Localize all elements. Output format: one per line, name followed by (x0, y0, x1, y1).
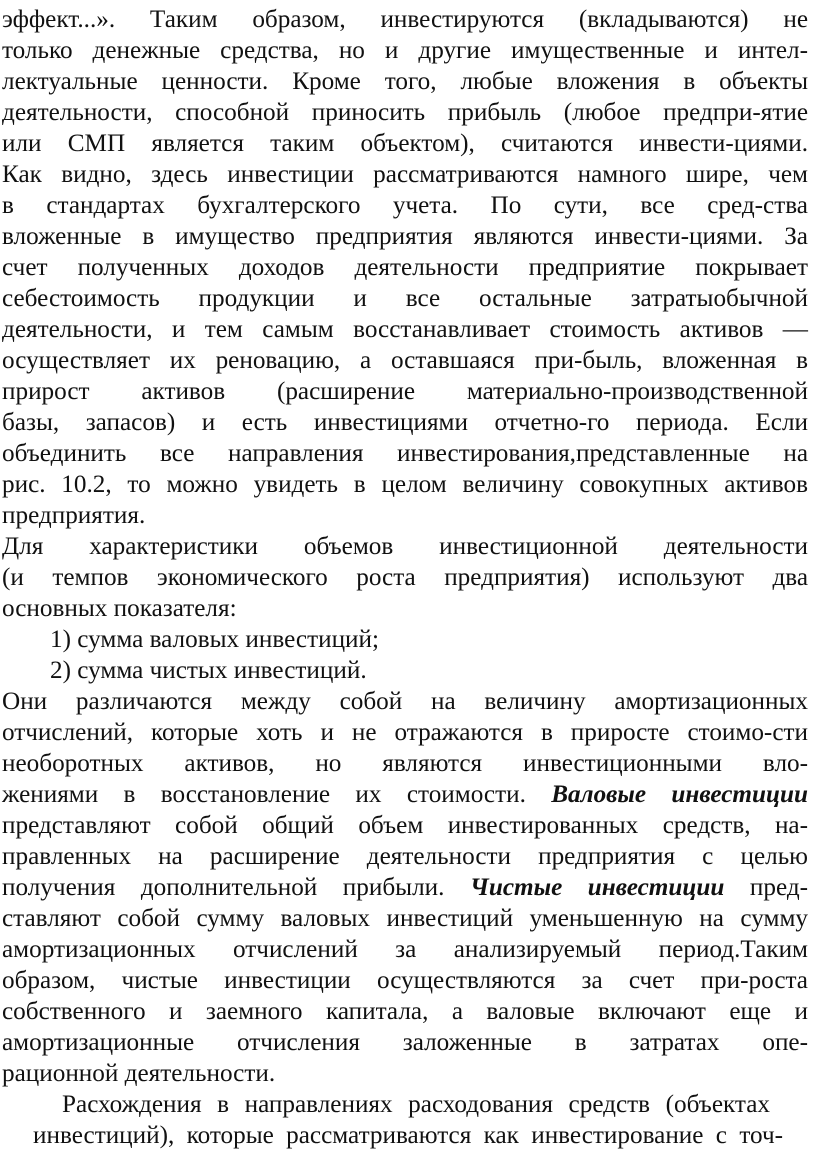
text-line: ставляют собой сумму валовых инвестиций уменьшенную на сумму (2, 905, 808, 932)
text-line: инвестиций), которые рассматриваются как инвестирование с точ- (33, 1122, 783, 1149)
list-item: 2) сумма чистых инвестиций. (50, 657, 367, 684)
text-line: Как видно, здесь инвестиции рассматриваются намного шире, чем (2, 161, 808, 188)
text-line: или СМП является таким объектом), считаются инвести-циями. (2, 130, 808, 157)
text-line: осуществляет их реновацию, а оставшаяся при-быль, вложенная в (2, 347, 808, 374)
text-line: базы, запасов) и есть инвестициями отчетно-го периода. Если (2, 409, 808, 436)
text-line: в стандартах бухгалтерского учета. По сути, все сред-ства (2, 192, 808, 219)
text-line: только денежные средства, но и другие имущественные и интел- (2, 37, 808, 64)
text-line: Расхождения в направлениях расходования средств (объектах (62, 1091, 770, 1118)
text-line: амортизационные отчисления заложенные в затратах опе- (2, 1029, 808, 1056)
term-net-investment: Чистые инвестиции (469, 874, 725, 901)
text-line: лектуальные ценности. Кроме того, любые вложения в объекты (2, 68, 808, 95)
text-line: представляют собой общий объем инвестированных средств, на- (2, 812, 808, 839)
text-line (2, 872, 808, 903)
text-line: деятельности, способной приносить прибыль (любое предпри-ятие (2, 99, 808, 126)
text-line: предприятия. (2, 502, 146, 529)
text-line: прирост активов (расширение материально-производственной (2, 378, 808, 405)
text-line: основных показателя: (2, 595, 237, 622)
text-line: Для характеристики объемов инвестиционной деятельности (2, 533, 808, 560)
text-line: отчислений, которые хоть и не отражаются в приросте стоимо-сти (2, 719, 808, 746)
text-line: рис. 10.2, то можно увидеть в целом величину совокупных активов (2, 471, 808, 498)
text-line (2, 779, 808, 810)
text-line: образом, чистые инвестиции осуществляются за счет при-роста (2, 967, 808, 994)
text-segment: жениями в восстановление их стоимости. (2, 781, 526, 808)
text-line: (и темпов экономического роста предприятия) используют два (2, 564, 808, 591)
text-segment: пред- (749, 874, 809, 901)
text-line: необоротных активов, но являются инвестиционными вло- (2, 750, 808, 777)
text-line: собственного и заемного капитала, а валовые включают еще и (2, 998, 808, 1025)
term-gross-investment: Валовые инвестиции (551, 781, 808, 808)
text-segment: получения дополнительной прибыли. (2, 874, 445, 901)
list-item: 1) сумма валовых инвестиций; (50, 626, 380, 653)
text-line: амортизационных отчислений за анализируемый период.Таким (2, 936, 808, 963)
text-line: правленных на расширение деятельности предприятия с целью (2, 843, 808, 870)
text-line: эффект...». Таким образом, инвестируются (вкладываются) не (2, 6, 808, 33)
text-line: вложенные в имущество предприятия являются инвести-циями. За (2, 223, 808, 250)
text-line: рационной деятельности. (2, 1060, 276, 1087)
text-line: Они различаются между собой на величину амортизационных (2, 688, 808, 715)
text-line: себестоимость продукции и все остальные затратыобычной (2, 285, 808, 312)
text-line: объединить все направления инвестирования,представленные на (2, 440, 808, 467)
text-line: счет полученных доходов деятельности предприятие покрывает (2, 254, 808, 281)
text-line: деятельности, и тем самым восстанавливает стоимость активов — (2, 316, 808, 343)
